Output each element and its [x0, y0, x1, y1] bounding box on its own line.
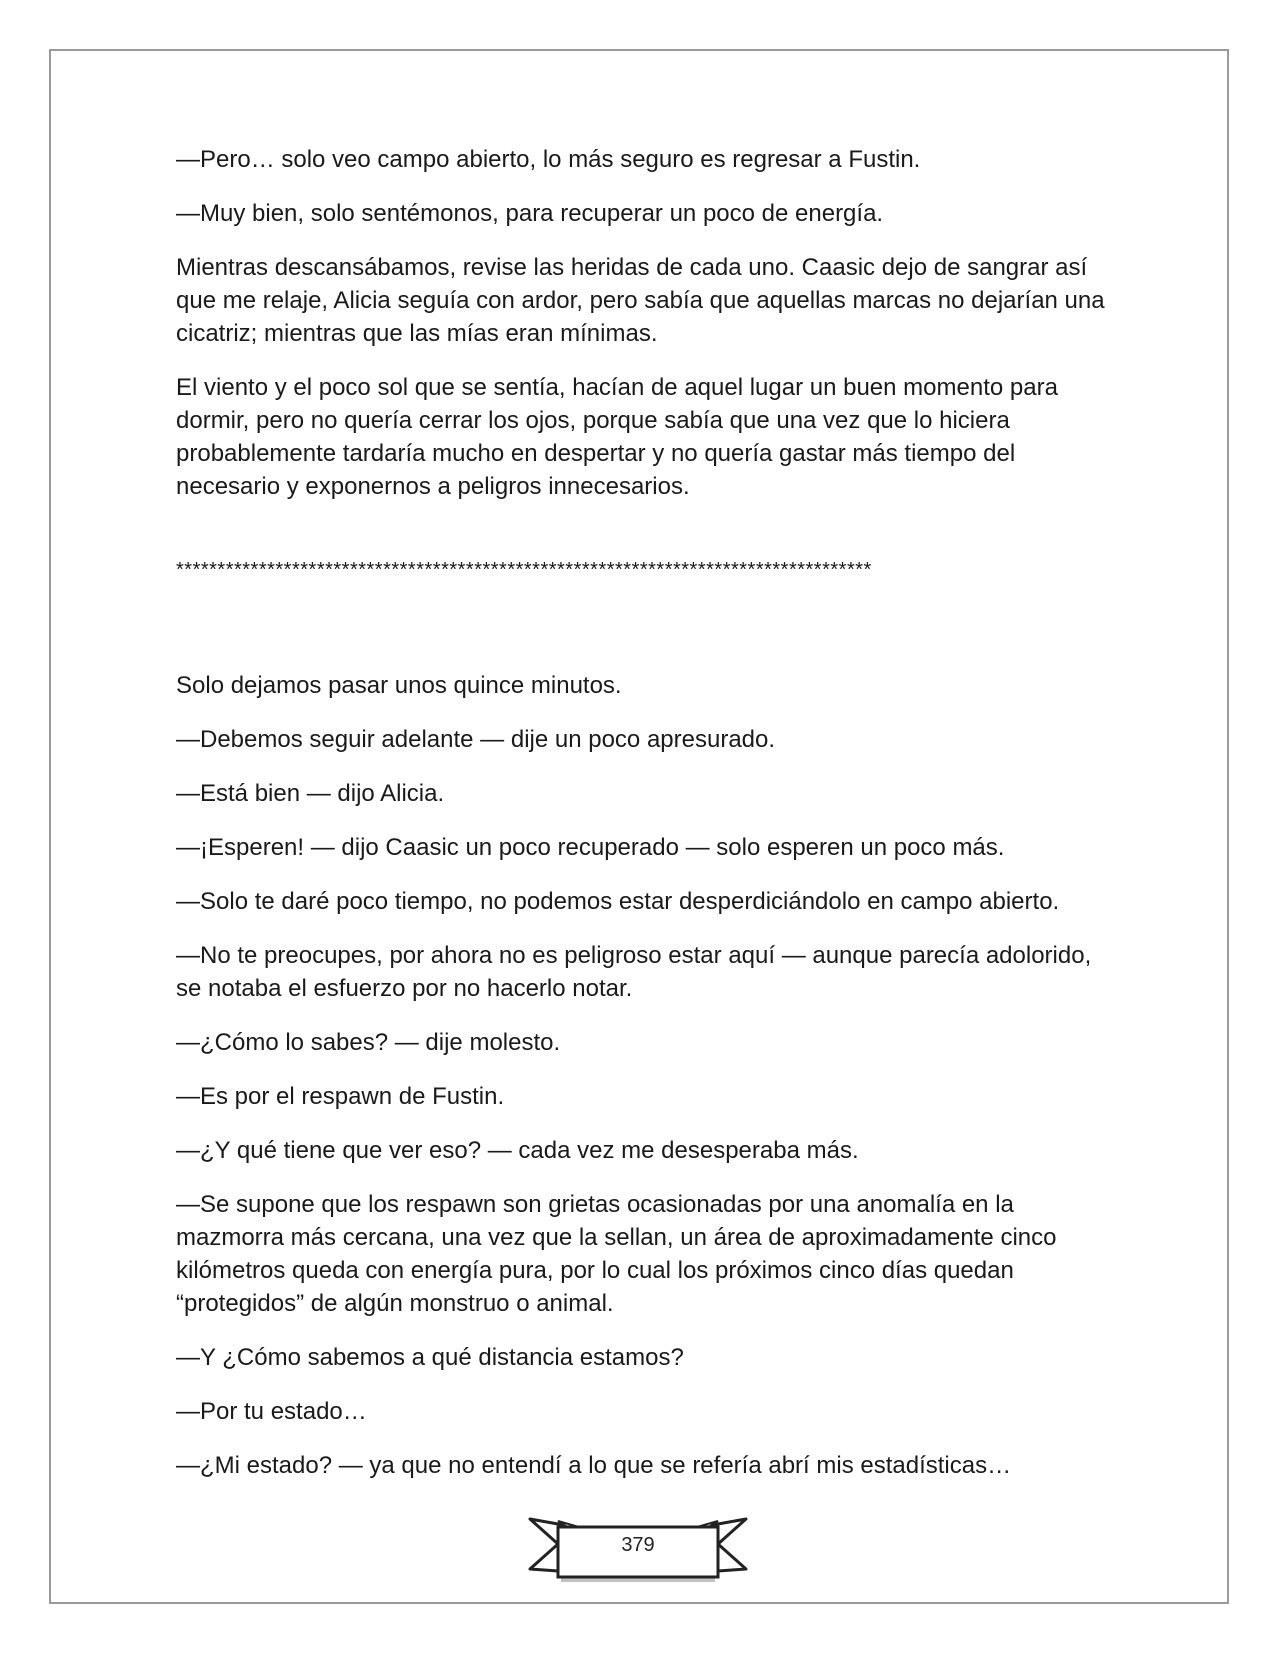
- paragraph: —Pero… solo veo campo abierto, lo más seguro es regresar a Fustin.: [176, 146, 921, 173]
- paragraph: —Muy bien, solo sentémonos, para recuperar un poco de energía.: [176, 200, 884, 227]
- paragraph: —Es por el respawn de Fustin.: [176, 1083, 505, 1110]
- paragraph: —¡Esperen! — dijo Caasic un poco recuperado — solo esperen un poco más.: [176, 834, 1005, 861]
- paragraph: El viento y el poco sol que se sentía, hacían de aquel lugar un buen momento para dormir, pero no quería cerrar los ojos, porque sabía que una vez que lo hiciera probablemente tardaría mucho en despertar y no quería gastar más tiempo del necesario y exponernos a peligros innecesarios.: [176, 374, 1058, 500]
- page-number: 379: [621, 1534, 655, 1556]
- paragraph: —¿Cómo lo sabes? — dije molesto.: [176, 1029, 561, 1056]
- paragraph: —Debemos seguir adelante — dije un poco apresurado.: [176, 726, 776, 753]
- paragraph: —Solo te daré poco tiempo, no podemos estar desperdiciándolo en campo abierto.: [176, 888, 1060, 915]
- scene-separator: ************************************************************************************: [176, 559, 872, 581]
- paragraph: —Está bien — dijo Alicia.: [176, 780, 445, 807]
- paragraph: Mientras descansábamos, revise las heridas de cada uno. Caasic dejo de sangrar así que me relaje, Alicia seguía con ardor, pero sabía que aquellas marcas no dejarían una cicatriz; mientras que las mías eran mínimas.: [176, 254, 1105, 347]
- paragraph: —No te preocupes, por ahora no es peligroso estar aquí — aunque parecía adolorido, se notaba el esfuerzo por no hacerlo notar.: [176, 942, 1092, 1002]
- body-text: [176, 143, 1106, 1503]
- paragraph: —¿Mi estado? — ya que no entendí a lo que se refería abrí mis estadísticas…: [176, 1452, 1012, 1479]
- paragraph: —¿Y qué tiene que ver eso? — cada vez me desesperaba más.: [176, 1137, 859, 1164]
- paragraph: —Y ¿Cómo sabemos a qué distancia estamos?: [176, 1344, 684, 1371]
- paragraph: —Por tu estado…: [176, 1398, 367, 1425]
- paragraph: Solo dejamos pasar unos quince minutos.: [176, 672, 622, 699]
- page-number-banner: [528, 1511, 748, 1587]
- paragraph: —Se supone que los respawn son grietas ocasionadas por una anomalía en la mazmorra más cercana, una vez que la sellan, un área de aproximadamente cinco kilómetros queda con energía pura, por lo cual los próximos cinco días quedan “protegidos” de algún monstruo o animal.: [176, 1191, 1057, 1317]
